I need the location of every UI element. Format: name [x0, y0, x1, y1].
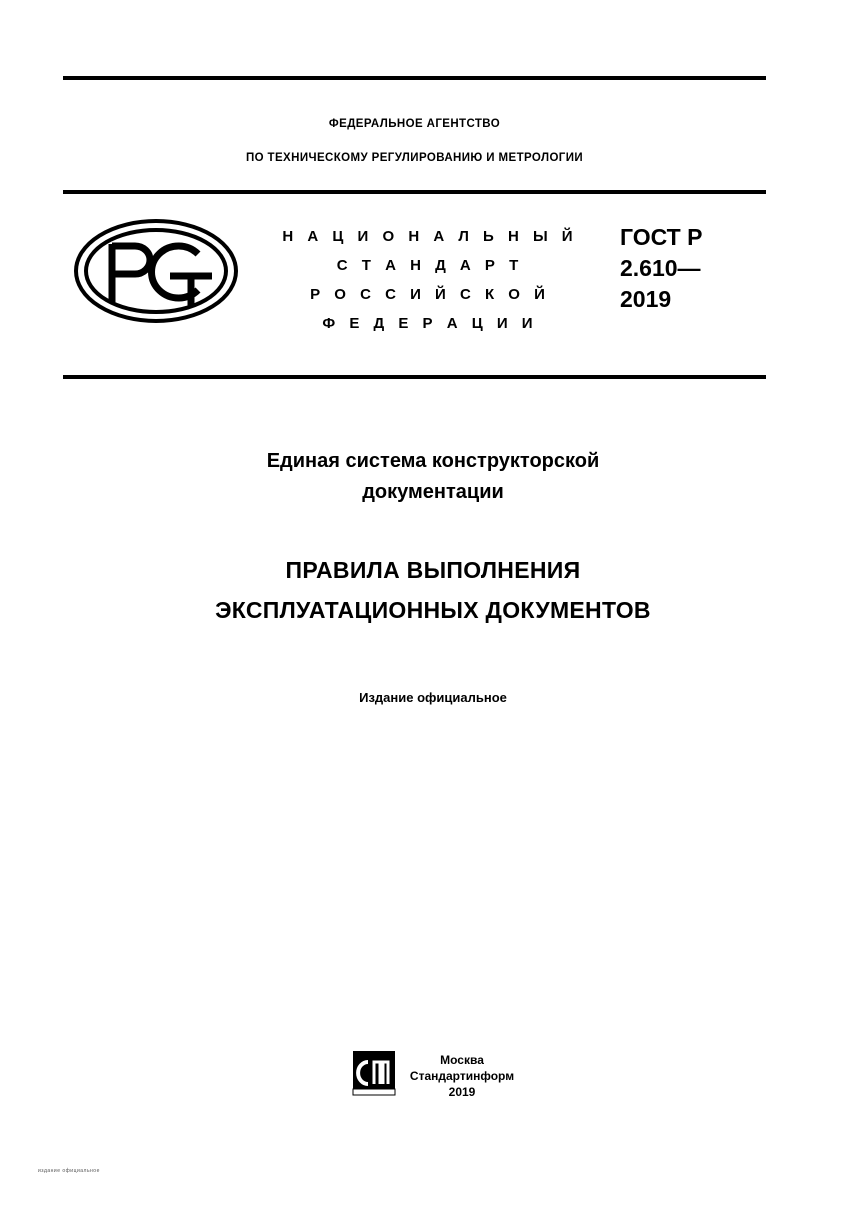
header-rule-bottom: [63, 375, 766, 379]
standard-number-line2: 2.610—: [620, 255, 701, 281]
standartinform-logo-icon: [352, 1050, 396, 1096]
national-standard-line4: Ф Е Д Е Р А Ц И И: [322, 315, 538, 332]
standard-number-line3: 2019: [620, 286, 672, 312]
publisher-name: Стандартинформ: [409, 1069, 515, 1083]
national-standard-line3: Р О С С И Й С К О Й: [310, 286, 550, 303]
national-standard-heading: [250, 222, 610, 338]
standard-number: [620, 222, 790, 315]
document-subtitle: [120, 446, 746, 508]
corner-mark: издание официальное: [38, 1168, 100, 1174]
standard-number-line1: ГОСТ Р: [620, 224, 703, 250]
rosstandart-emblem-icon: [72, 216, 240, 326]
page-title-line1: ПРАВИЛА ВЫПОЛНЕНИЯ: [285, 557, 581, 583]
agency-name-line1: ФЕДЕРАЛЬНОЕ АГЕНТСТВО: [328, 118, 501, 130]
national-standard-line2: С Т А Н Д А Р Т: [336, 257, 524, 274]
document-subtitle-line2: документации: [362, 481, 504, 503]
edition-note: Издание официальное: [359, 690, 507, 705]
header-rule-top: [63, 76, 766, 80]
footer: [0, 1050, 866, 1100]
page-title-line2: ЭКСПЛУАТАЦИОННЫХ ДОКУМЕНТОВ: [215, 597, 651, 623]
header-rule-middle: [63, 190, 766, 194]
agency-name-line2: ПО ТЕХНИЧЕСКОМУ РЕГУЛИРОВАНИЮ И МЕТРОЛОГИИ: [245, 152, 584, 164]
page-title: [80, 550, 786, 630]
national-standard-line1: Н А Ц И О Н А Л Ь Н Ы Й: [282, 228, 578, 245]
publisher-year: 2019: [448, 1085, 476, 1099]
document-subtitle-line1: Единая система конструкторской: [266, 450, 600, 472]
publisher-city: Москва: [440, 1053, 484, 1067]
publisher-info: [410, 1050, 514, 1100]
